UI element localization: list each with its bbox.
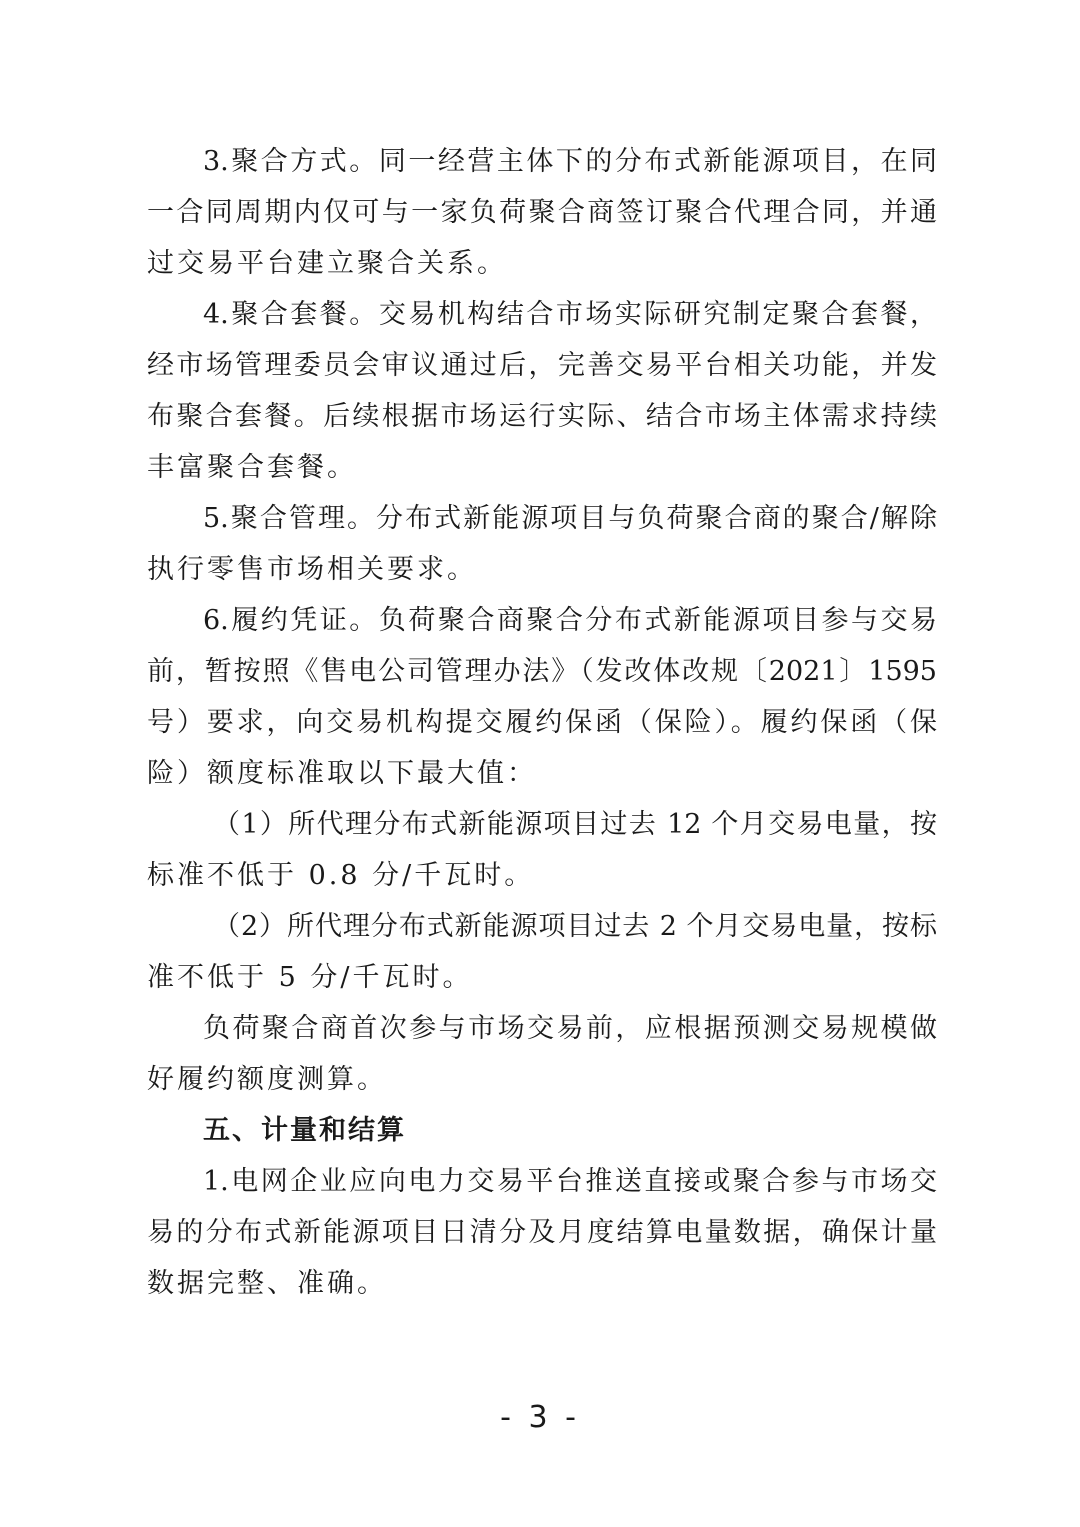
paragraph-performance-guarantee-line-2: 前，暂按照《售电公司管理办法》（发改体改规〔2021〕1595 — [147, 656, 937, 687]
document-body — [147, 136, 937, 1309]
paragraph-first-trade-line-2: 好履约额度测算。 — [147, 1064, 387, 1095]
paragraph-metering-line-3: 数据完整、准确。 — [147, 1268, 387, 1299]
paragraph-aggregation-method-line-2: 一合同周期内仅可与一家负荷聚合商签订聚合代理合同，并通 — [147, 197, 937, 228]
paragraph-aggregation-method-line-1: 3.聚合方式。同一经营主体下的分布式新能源项目，在同 — [203, 146, 937, 177]
list-item-2-line-2: 准不低于 5 分/千瓦时。 — [147, 962, 473, 993]
page-number: - 3 - — [500, 1400, 580, 1435]
paragraph-first-trade-line-1: 负荷聚合商首次参与市场交易前，应根据预测交易规模做 — [203, 1013, 937, 1044]
paragraph-aggregation-package-line-3: 布聚合套餐。后续根据市场运行实际、结合市场主体需求持续 — [147, 401, 937, 432]
paragraph-metering-line-2: 易的分布式新能源项目日清分及月度结算电量数据，确保计量 — [147, 1217, 937, 1248]
paragraph-aggregation-management-line-2: 执行零售市场相关要求。 — [147, 554, 477, 585]
list-item-1-line-1: （1）所代理分布式新能源项目过去 12 个月交易电量，按 — [213, 809, 937, 840]
paragraph-performance-guarantee-line-4: 险）额度标准取以下最大值： — [147, 758, 537, 789]
list-item-1-line-2: 标准不低于 0.8 分/千瓦时。 — [147, 860, 535, 891]
paragraph-performance-guarantee-line-1: 6.履约凭证。负荷聚合商聚合分布式新能源项目参与交易 — [203, 605, 937, 636]
paragraph-performance-guarantee-line-3: 号）要求，向交易机构提交履约保函（保险）。履约保函（保 — [147, 707, 937, 738]
paragraph-aggregation-management-line-1: 5.聚合管理。分布式新能源项目与负荷聚合商的聚合/解除 — [203, 503, 937, 534]
paragraph-metering-line-1: 1.电网企业应向电力交易平台推送直接或聚合参与市场交 — [203, 1166, 937, 1197]
paragraph-aggregation-package-line-1: 4.聚合套餐。交易机构结合市场实际研究制定聚合套餐， — [203, 299, 937, 330]
paragraph-aggregation-package-line-2: 经市场管理委员会审议通过后，完善交易平台相关功能，并发 — [147, 350, 937, 381]
section-heading: 五、计量和结算 — [203, 1115, 406, 1146]
paragraph-aggregation-method-line-3: 过交易平台建立聚合关系。 — [147, 248, 507, 279]
list-item-2-line-1: （2）所代理分布式新能源项目过去 2 个月交易电量，按标 — [213, 911, 937, 942]
paragraph-aggregation-package-line-4: 丰富聚合套餐。 — [147, 452, 357, 483]
